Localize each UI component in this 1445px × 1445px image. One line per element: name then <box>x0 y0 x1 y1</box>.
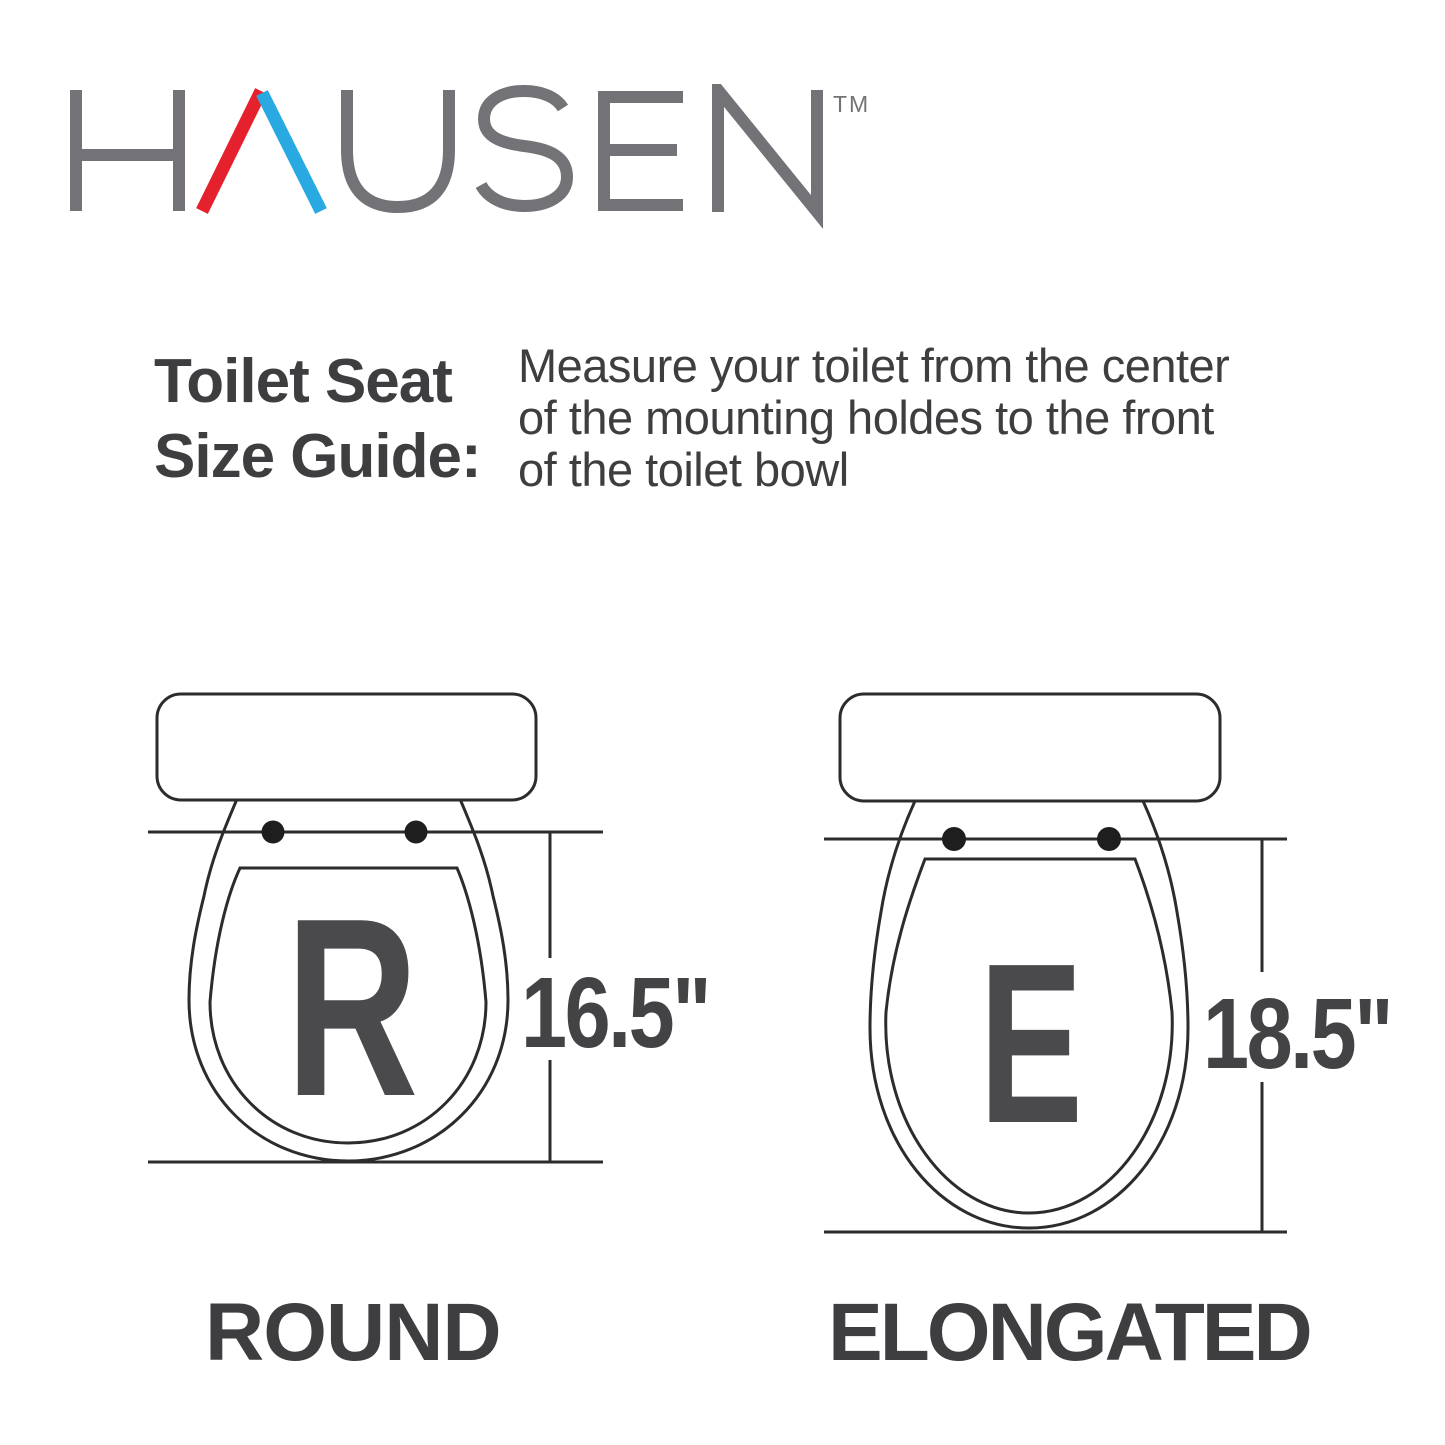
round-size-value: 16.5" <box>521 957 709 1069</box>
elongated-tank <box>840 694 1220 801</box>
round-mounting-hole-left <box>262 821 285 844</box>
measure-instructions <box>518 340 1348 496</box>
round-letter: R <box>285 865 419 1149</box>
logo-letter-u <box>347 90 449 207</box>
round-tank <box>157 694 536 800</box>
elongated-toilet-diagram <box>815 685 1430 1245</box>
elongated-size-value: 18.5" <box>1203 978 1391 1090</box>
page-title-line2: Size Guide: <box>154 422 481 491</box>
measure-instructions-line2: of the mounting holdes to the front <box>518 391 1214 444</box>
logo-letter-n <box>718 90 817 212</box>
page-title <box>154 344 554 494</box>
logo-letter-a-red-stroke <box>202 91 261 211</box>
round-mounting-hole-right <box>405 821 428 844</box>
logo-letter-a-blue-stroke <box>262 93 321 211</box>
round-toilet-diagram <box>140 685 740 1185</box>
elongated-mounting-hole-left <box>942 827 966 851</box>
measure-instructions-line3: of the toilet bowl <box>518 443 849 496</box>
logo-letter-e <box>604 97 683 205</box>
measure-instructions-line1: Measure your toilet from the center <box>518 339 1230 392</box>
elongated-letter: E <box>979 917 1083 1171</box>
page-title-line1: Toilet Seat <box>154 347 452 416</box>
hausen-logo <box>64 84 874 229</box>
round-label: ROUND <box>205 1287 501 1378</box>
elongated-mounting-hole-right <box>1097 827 1121 851</box>
logo-trademark: TM <box>833 91 871 117</box>
logo-letter-h <box>70 90 185 211</box>
elongated-label: ELONGATED <box>828 1287 1310 1378</box>
logo-letter-s <box>481 91 567 206</box>
